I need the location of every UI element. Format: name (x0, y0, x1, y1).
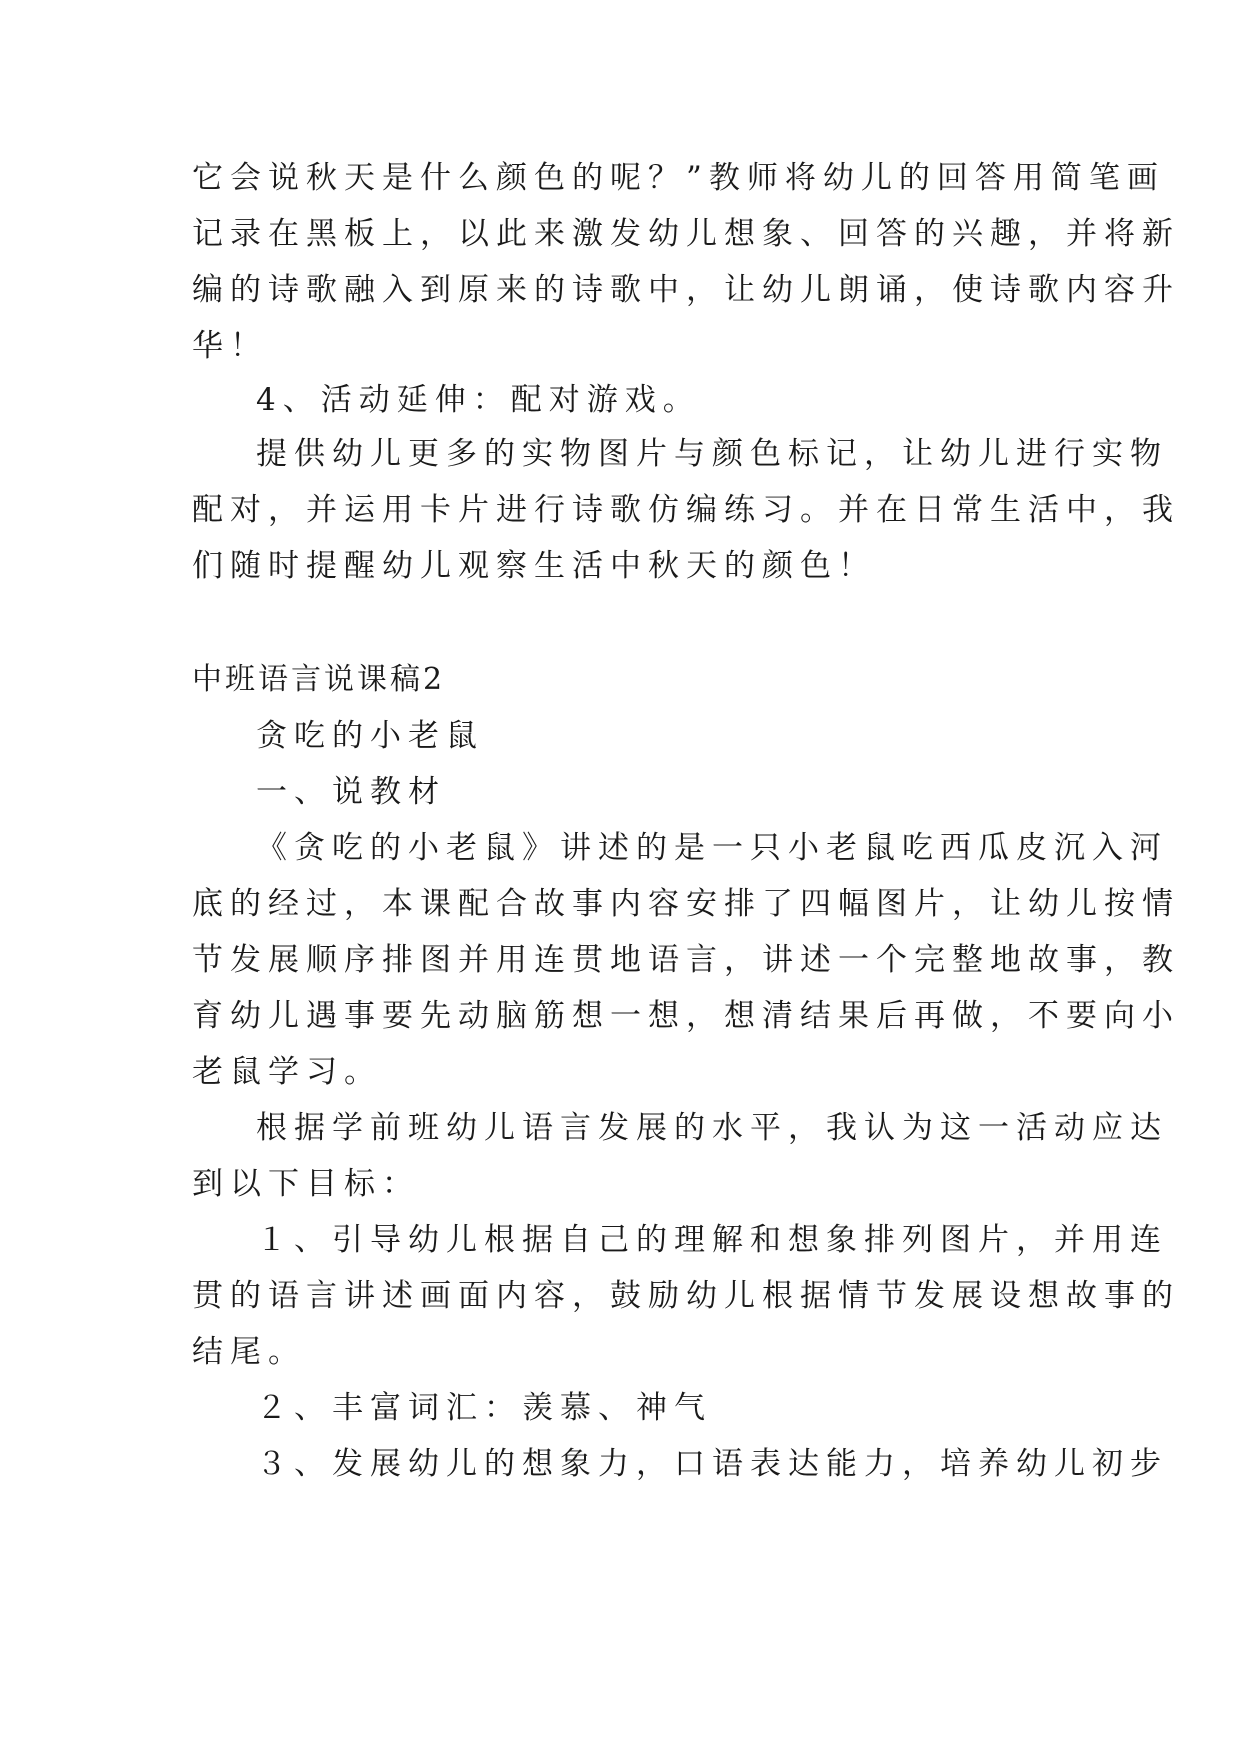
paragraph-line: ３、发展幼儿的想象力，口语表达能力，培养幼儿初步 (256, 1446, 1168, 1482)
paragraph-line: 编的诗歌融入到原来的诗歌中，让幼儿朗诵，使诗歌内容升 (192, 272, 1180, 308)
section-heading: 中班语言说课稿2 (192, 662, 446, 697)
paragraph-line: 们随时提醒幼儿观察生活中秋天的颜色！ (192, 548, 876, 584)
paragraph-line: 《贪吃的小老鼠》讲述的是一只小老鼠吃西瓜皮沉入河 (256, 830, 1168, 866)
paragraph-line: １、引导幼儿根据自己的理解和想象排列图片，并用连 (256, 1222, 1168, 1258)
paragraph-line: 老鼠学习。 (192, 1054, 382, 1090)
paragraph-line: 记录在黑板上，以此来激发幼儿想象、回答的兴趣，并将新 (192, 216, 1180, 252)
paragraph-line: 贯的语言讲述画面内容，鼓励幼儿根据情节发展设想故事的 (192, 1278, 1180, 1314)
paragraph-line: 华！ (192, 328, 268, 364)
paragraph-line: 节发展顺序排图并用连贯地语言，讲述一个完整地故事，教 (192, 942, 1180, 978)
paragraph-line: 育幼儿遇事要先动脑筋想一想，想清结果后再做，不要向小 (192, 998, 1180, 1034)
paragraph-line: 到以下目标： (192, 1166, 420, 1202)
paragraph-line: ２、丰富词汇：羡慕、神气 (256, 1390, 712, 1426)
paragraph-line: 根据学前班幼儿语言发展的水平，我认为这一活动应达 (256, 1110, 1168, 1146)
story-title: 贪吃的小老鼠 (256, 718, 484, 754)
paragraph-line: 配对，并运用卡片进行诗歌仿编练习。并在日常生活中，我 (192, 492, 1180, 528)
paragraph-line: 结尾。 (192, 1334, 306, 1370)
section-title: 一、说教材 (256, 774, 446, 810)
paragraph-line: 它会说秋天是什么颜色的呢？”教师将幼儿的回答用简笔画 (192, 160, 1165, 196)
paragraph-line: 底的经过，本课配合故事内容安排了四幅图片，让幼儿按情 (192, 886, 1180, 922)
paragraph-line: 提供幼儿更多的实物图片与颜色标记，让幼儿进行实物 (256, 436, 1168, 472)
paragraph-line: 4、活动延伸：配对游戏。 (256, 382, 701, 418)
